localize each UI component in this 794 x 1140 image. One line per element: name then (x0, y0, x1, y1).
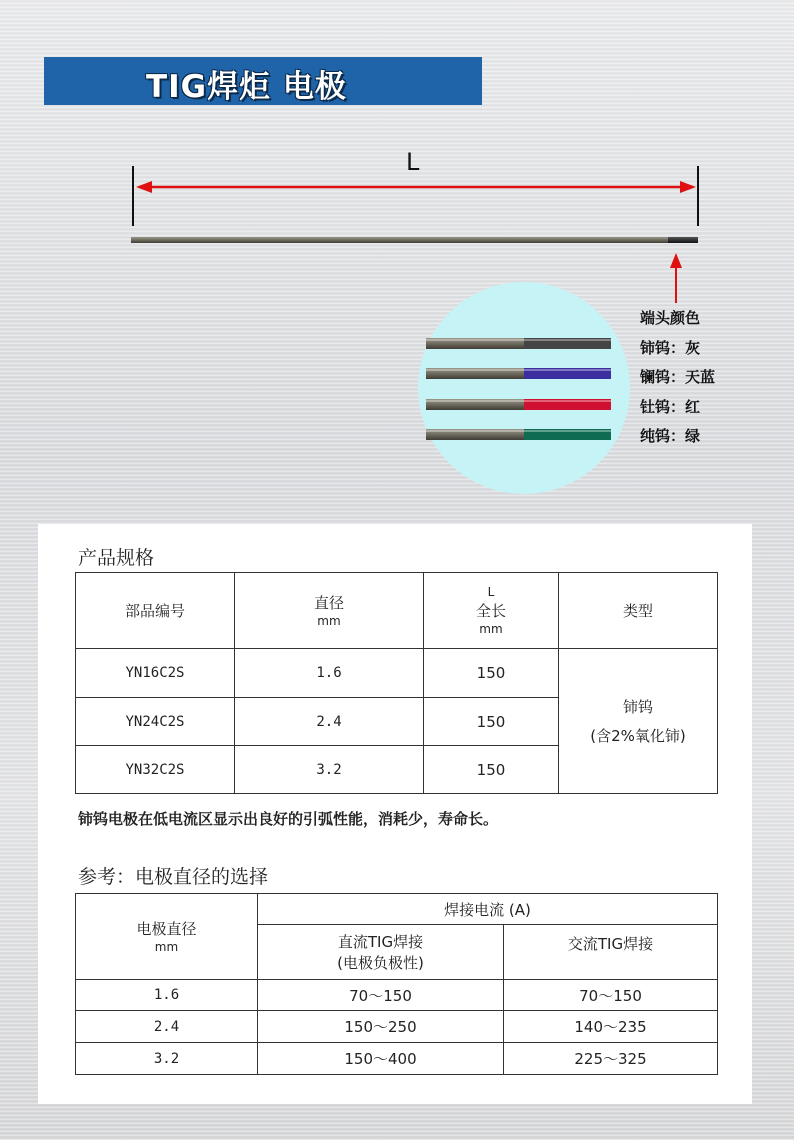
legend-item: 铈钨：灰 (640, 338, 701, 357)
reference-heading: 参考：电极直径的选择 (78, 866, 269, 888)
cell-ac-current: 140～235 (504, 1011, 718, 1043)
cell-part: YN32C2S (76, 746, 235, 794)
table-row (76, 980, 718, 1011)
cell-type: 铈钨 (含2%氧化铈) (559, 649, 718, 794)
cell-ac-current: 225～325 (504, 1043, 718, 1075)
cell-dc-current: 70～150 (258, 980, 504, 1011)
reference-table (75, 893, 718, 1075)
tip-pointer-arrow-icon (670, 253, 682, 268)
rod-highlight (426, 369, 611, 371)
cell-diameter: 3.2 (235, 746, 424, 794)
table-row (76, 1011, 718, 1043)
spec-note: 铈钨电极在低电流区显示出良好的引弧性能，消耗少，寿命长。 (78, 810, 499, 828)
electrode-rod (131, 237, 671, 243)
arrow-head-left-icon (136, 181, 152, 193)
cell-dc-current: 150～250 (258, 1011, 504, 1043)
cell-part: YN24C2S (76, 698, 235, 746)
rod-highlight (426, 339, 611, 341)
tip-color-circle (418, 282, 630, 494)
cell-diameter: 2.4 (76, 1011, 258, 1043)
header-ac-tig: 交流TIG焊接 (504, 925, 718, 980)
rod-highlight (426, 430, 611, 432)
cell-diameter: 3.2 (76, 1043, 258, 1075)
cell-diameter: 1.6 (76, 980, 258, 1011)
cell-dc-current: 150～400 (258, 1043, 504, 1075)
header-length: L 全长 mm (424, 573, 559, 649)
arrow-head-right-icon (680, 181, 696, 193)
table-row (76, 1043, 718, 1075)
header-diameter: 直径 mm (235, 573, 424, 649)
legend-item: 纯钨：绿 (640, 427, 701, 445)
rod-highlight (426, 400, 611, 402)
cell-ac-current: 70～150 (504, 980, 718, 1011)
cell-length: 150 (424, 746, 559, 794)
banner-title: TIG焊炬 电极 (146, 69, 347, 105)
electrode-tip (668, 237, 698, 243)
header-electrode-diameter: 电极直径 mm (76, 894, 258, 980)
spec-heading: 产品规格 (78, 547, 155, 569)
header-part: 部品编号 (76, 573, 235, 649)
cell-diameter: 2.4 (235, 698, 424, 746)
length-label: L (406, 148, 420, 176)
spec-table (75, 572, 718, 794)
cell-length: 150 (424, 649, 559, 698)
header-type: 类型 (559, 573, 718, 649)
legend-item: 镧钨：天蓝 (640, 368, 716, 386)
legend-title: 端头颜色 (640, 309, 701, 327)
table-row (76, 649, 718, 698)
tip-color-legend (640, 304, 715, 452)
header-welding-current: 焊接电流 (A) (258, 894, 718, 925)
cell-part: YN16C2S (76, 649, 235, 698)
cell-length: 150 (424, 698, 559, 746)
header-dc-tig: 直流TIG焊接 (电极负极性) (258, 925, 504, 980)
cell-diameter: 1.6 (235, 649, 424, 698)
legend-item: 钍钨：红 (640, 397, 701, 416)
